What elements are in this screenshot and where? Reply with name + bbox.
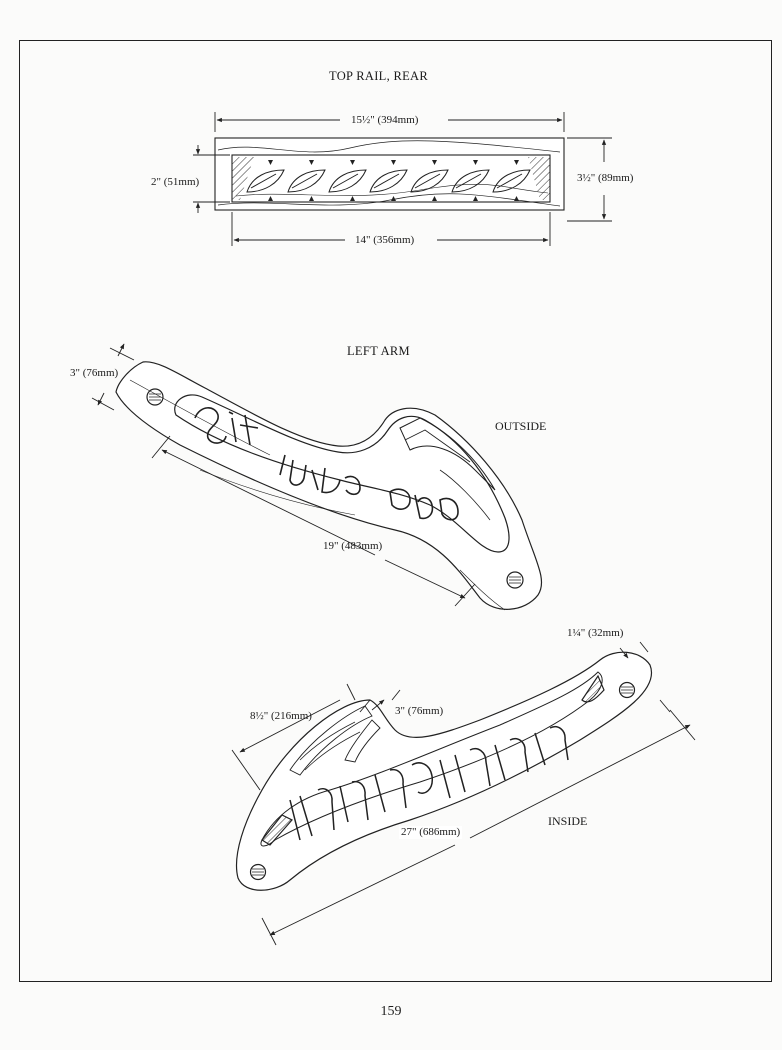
left-arm-outside-drawing xyxy=(116,362,542,610)
outside-length-label: 19" (483mm) xyxy=(323,540,383,552)
arm-width-label: 3" (76mm) xyxy=(70,367,119,379)
top-rail-inner-length-label: 14" (356mm) xyxy=(352,234,417,247)
top-rail-length-label: 15½" (394mm) xyxy=(348,114,421,127)
page-number: 159 xyxy=(380,1004,402,1019)
left-arm-title: LEFT ARM xyxy=(347,344,410,358)
top-rail-height-right-label: 3½" (89mm) xyxy=(577,172,634,184)
outside-label: OUTSIDE xyxy=(495,419,547,433)
front-width-label: 3" (76mm) xyxy=(395,705,444,717)
inside-length-label: 27" (686mm) xyxy=(401,826,461,838)
top-rail-height-left-label: 2" (51mm) xyxy=(151,176,200,188)
top-rail-title: TOP RAIL, REAR xyxy=(329,69,428,83)
end-width-label: 1¼" (32mm) xyxy=(567,627,624,639)
top-rail-drawing xyxy=(215,138,564,210)
inside-label: INSIDE xyxy=(548,814,588,828)
front-height-label: 8½" (216mm) xyxy=(250,710,312,722)
left-arm-inside-drawing xyxy=(237,652,652,890)
